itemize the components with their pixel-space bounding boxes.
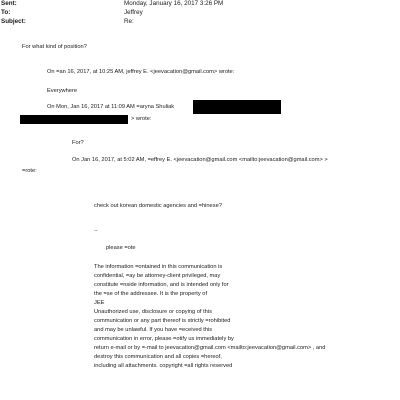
disclaimer-line: JEE xyxy=(94,300,105,306)
disclaimer-line: communication or any part thereof is strictly =rohibited xyxy=(94,318,231,324)
quote1-header: On =an 16, 2017, at 10:25 AM, jeffrey E. <jeevacation@gmail.com> wrote: xyxy=(47,69,235,75)
disclaimer-line: The information =ontained in this communication is xyxy=(94,264,223,270)
disclaimer-line: communication in error, please =otify us immediately by xyxy=(94,336,234,342)
subject-value: Re: xyxy=(124,18,134,25)
disclaimer-line: destroy this communication and all copies =hereof, xyxy=(94,354,222,360)
quote2-header-end: > wrote: xyxy=(131,116,152,122)
quote3-header-end: =rote: xyxy=(22,168,37,174)
disclaimer-line: and may be unlawful. If you have =eceived this xyxy=(94,327,213,333)
redaction-bar xyxy=(20,115,128,124)
disclaimer-line: return e-mail or by =-mail to jeevacation@gmail.com <mailto:jeevacation@gmail.com> , and xyxy=(94,345,326,351)
disclaimer-line: confidential, =ay be attorney-client privileged, may xyxy=(94,273,221,279)
quote2-header: On Mon, Jan 16, 2017 at 11:09 AM =aryna Shuliak xyxy=(47,104,175,110)
disclaimer-line: the =se of the addressee. It is the property of xyxy=(94,291,208,297)
subject-label: Subject: xyxy=(1,18,26,25)
to-value: Jeffrey xyxy=(124,9,143,16)
sent-value: Monday, January 16, 2017 3:26 PM xyxy=(124,0,224,7)
disclaimer-line: including all attachments. copyright =all rights reserved xyxy=(94,363,233,369)
ellipsis: -- xyxy=(94,228,98,234)
disclaimer-line: constitute =nside information, and is intended only for xyxy=(94,282,229,288)
quote2-text: For? xyxy=(72,140,84,146)
redaction-bar xyxy=(193,100,281,114)
disclaimer-line: Unauthorized use, disclosure or copying of this xyxy=(94,309,212,315)
signature-note: please =ote xyxy=(106,245,136,251)
quote1-text: Everywhere xyxy=(47,88,78,94)
quote3-header: On Jan 16, 2017, at 5:02 AM, =effrey E. <jeevacation@gmail.com <mailto:jeevacation@gmail.com> > xyxy=(72,157,328,163)
quote3-text: check out korean domestic agencies and =hinese? xyxy=(94,203,222,209)
reply-line: For what kind of position? xyxy=(22,44,87,50)
to-label: To: xyxy=(1,9,11,16)
sent-label: Sent: xyxy=(1,0,17,7)
